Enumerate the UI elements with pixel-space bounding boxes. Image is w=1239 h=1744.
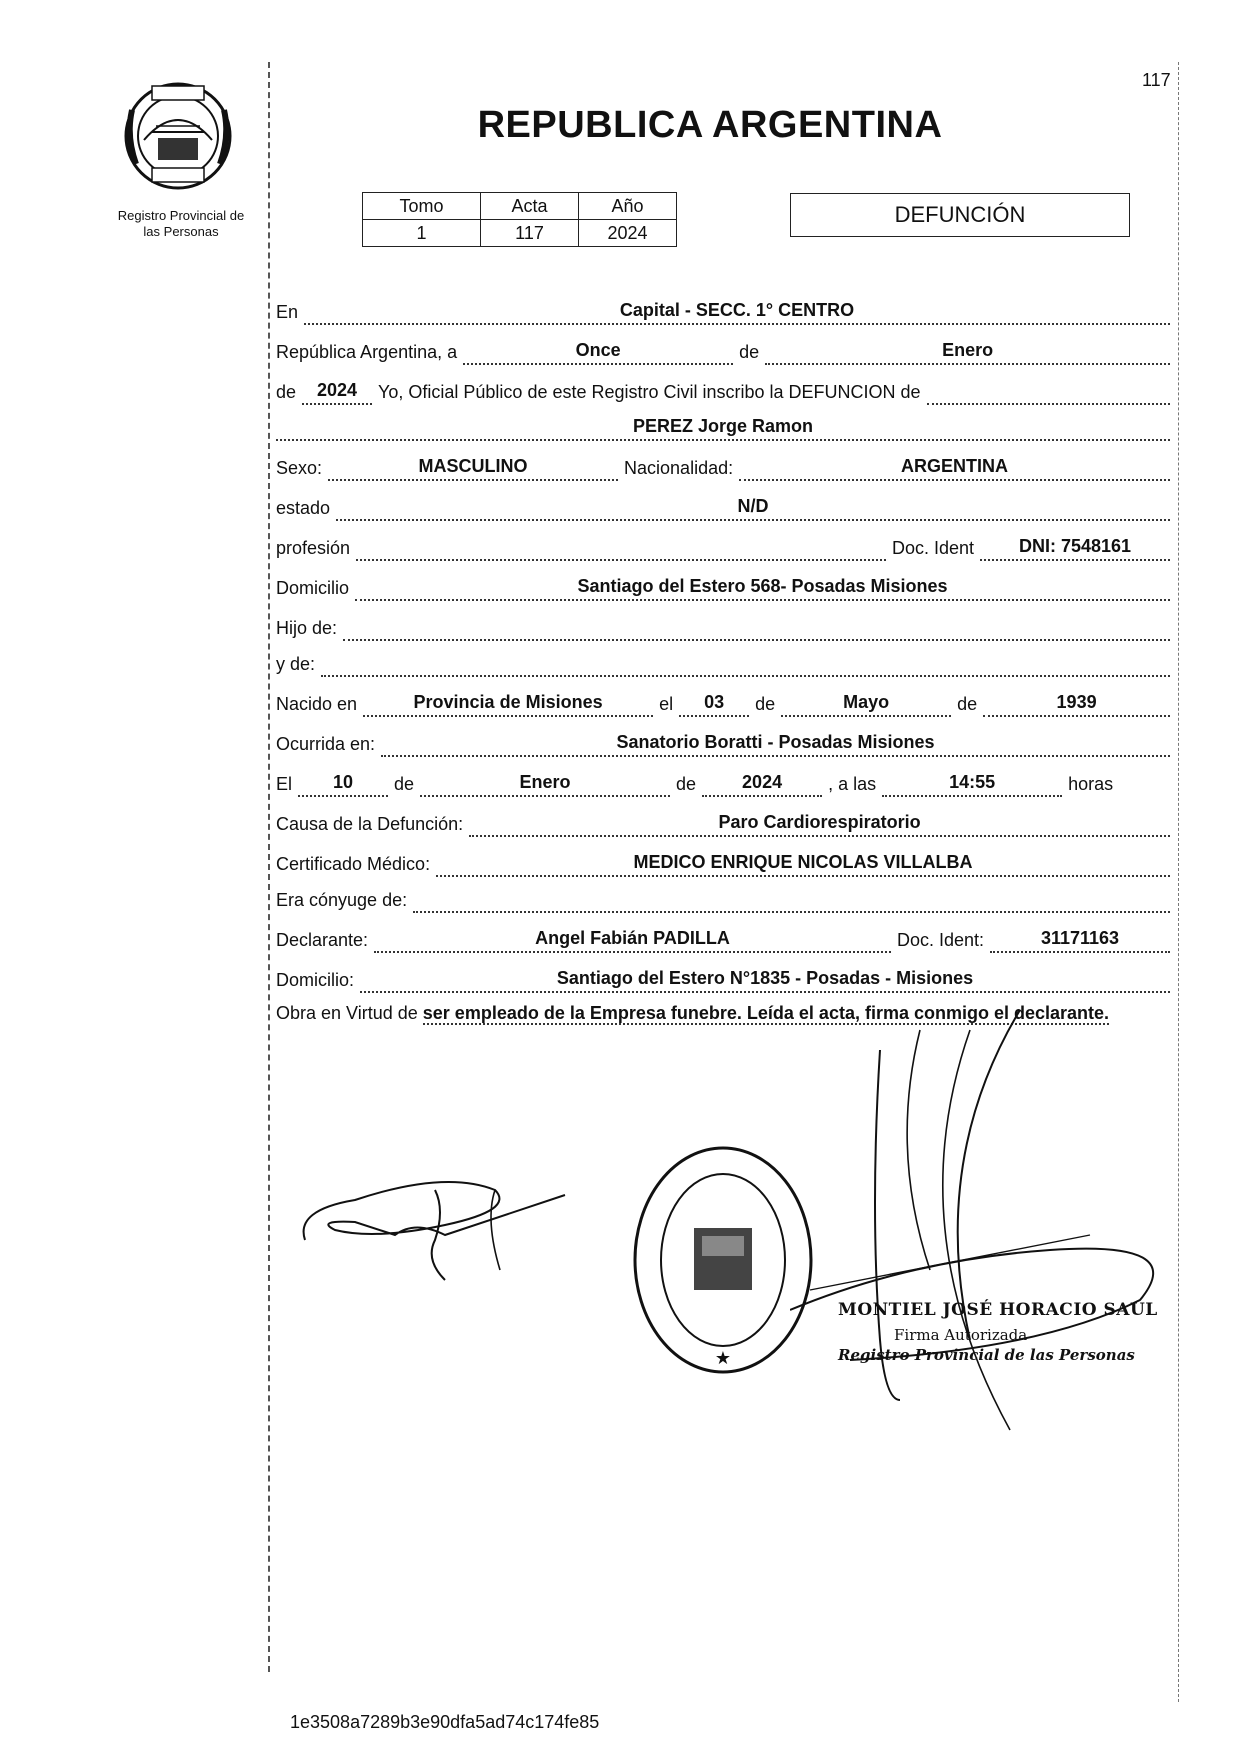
horas-label: horas xyxy=(1068,774,1114,794)
declarant-signature xyxy=(295,1150,595,1290)
estado-label: estado xyxy=(276,498,331,518)
hijo-label: Hijo de: xyxy=(276,618,338,638)
de-label: de xyxy=(957,694,978,714)
tomo-value: 1 xyxy=(363,220,481,247)
page-number: 117 xyxy=(1142,70,1171,90)
de-label: de xyxy=(755,694,776,714)
death-record-form xyxy=(276,285,1176,993)
ocurrida-value: Sanatorio Boratti - Posadas Misiones xyxy=(381,731,1170,757)
birth-day: 03 xyxy=(679,691,749,717)
month-value: Enero xyxy=(765,339,1170,365)
doc2-value: 31171163 xyxy=(990,927,1170,953)
row-birth xyxy=(276,677,1176,717)
birth-year: 1939 xyxy=(983,691,1170,717)
de-label: de xyxy=(739,342,760,362)
row-year xyxy=(276,365,1176,405)
de-label: de xyxy=(676,774,697,794)
acta-header: Acta xyxy=(481,193,579,220)
official-signature xyxy=(790,1010,1170,1450)
alas-label: , a las xyxy=(828,774,877,794)
anio-value: 2024 xyxy=(579,220,677,247)
provincial-seal-icon xyxy=(122,80,234,192)
profesion-label: profesión xyxy=(276,538,351,558)
estado-value: N/D xyxy=(336,495,1170,521)
ocurrida-label: Ocurrida en: xyxy=(276,734,376,754)
obra-value: ser empleado de la Empresa funebre. Leída el acta, firma conmigo el declarante. xyxy=(422,1003,1110,1023)
record-table xyxy=(362,192,677,247)
row-sex xyxy=(276,441,1176,481)
record-header-row xyxy=(363,193,677,220)
nacionalidad-value: ARGENTINA xyxy=(739,455,1170,481)
certificado-value: MEDICO ENRIQUE NICOLAS VILLALBA xyxy=(436,851,1170,877)
authorized-official-office: Registro Provincial de las Personas xyxy=(838,1346,1135,1364)
declarante-label: Declarante: xyxy=(276,930,369,950)
registry-name-line1: Registro Provincial de xyxy=(117,208,245,223)
causa-label: Causa de la Defunción: xyxy=(276,814,464,834)
yde-label: y de: xyxy=(276,654,316,674)
row-domicilio2 xyxy=(276,953,1176,993)
country-title: REPUBLICA ARGENTINA xyxy=(477,104,943,146)
row-certificado xyxy=(276,837,1176,877)
sexo-label: Sexo: xyxy=(276,458,323,478)
yo-blank xyxy=(927,379,1170,405)
doc-value: DNI: 7548161 xyxy=(980,535,1170,561)
doc2-label: Doc. Ident: xyxy=(896,930,984,950)
obra-label: Obra en Virtud de xyxy=(276,1003,418,1023)
hijo-value xyxy=(343,615,1170,641)
margin-divider xyxy=(268,62,270,1672)
tomo-header: Tomo xyxy=(363,193,481,220)
death-month: Enero xyxy=(420,771,670,797)
row-deceased xyxy=(276,405,1176,441)
nacido-label: Nacido en xyxy=(276,694,358,714)
en-value: Capital - SECC. 1° CENTRO xyxy=(304,299,1170,325)
republica-label: República Argentina, a xyxy=(276,342,458,362)
record-value-row xyxy=(363,220,677,247)
nacido-value: Provincia de Misiones xyxy=(363,691,653,717)
row-hijo xyxy=(276,601,1176,641)
day-value: Once xyxy=(463,339,733,365)
authorized-official-name: MONTIEL JOSÉ HORACIO SAUL xyxy=(838,1300,1158,1320)
declarante-value: Angel Fabián PADILLA xyxy=(374,927,891,953)
row-death-date xyxy=(276,757,1176,797)
yo-text: Yo, Oficial Público de este Registro Civil inscribo la DEFUNCION de xyxy=(378,382,921,402)
row-profesion xyxy=(276,521,1176,561)
row-causa xyxy=(276,797,1176,837)
row-domicilio xyxy=(276,561,1176,601)
deceased-name: PEREZ Jorge Ramon xyxy=(276,415,1170,441)
registry-name-line2: las Personas xyxy=(143,224,219,239)
de-label: de xyxy=(276,382,297,402)
death-day: 10 xyxy=(298,771,388,797)
conyuge-label: Era cónyuge de: xyxy=(276,890,408,910)
en-label: En xyxy=(276,302,299,322)
nacionalidad-label: Nacionalidad: xyxy=(624,458,734,478)
row-estado xyxy=(276,481,1176,521)
acta-value: 117 xyxy=(481,220,579,247)
certificado-label: Certificado Médico: xyxy=(276,854,431,874)
el-label: el xyxy=(659,694,674,714)
doc-label: Doc. Ident xyxy=(891,538,974,558)
row-date xyxy=(276,325,1176,365)
death-year: 2024 xyxy=(702,771,822,797)
registry-name xyxy=(96,208,266,240)
row-declarante xyxy=(276,913,1176,953)
birth-month: Mayo xyxy=(781,691,951,717)
svg-text:★: ★ xyxy=(714,1348,732,1368)
death-time: 14:55 xyxy=(882,771,1062,797)
sexo-value: MASCULINO xyxy=(328,455,618,481)
domicilio2-value: Santiago del Estero N°1835 - Posadas - Misiones xyxy=(360,967,1170,993)
row-location xyxy=(276,285,1176,325)
causa-value: Paro Cardiorespiratorio xyxy=(469,811,1170,837)
el2-label: El xyxy=(276,774,293,794)
anio-header: Año xyxy=(579,193,677,220)
document-hash: 1e3508a7289b3e90dfa5ad74c174fe85 xyxy=(290,1712,600,1732)
domicilio2-label: Domicilio: xyxy=(276,970,355,990)
de-label: de xyxy=(394,774,415,794)
year-value: 2024 xyxy=(302,379,372,405)
conyuge-value xyxy=(413,887,1170,913)
yde-value xyxy=(321,651,1170,677)
domicilio-label: Domicilio xyxy=(276,578,350,598)
domicilio-value: Santiago del Estero 568- Posadas Misiones xyxy=(355,575,1170,601)
row-conyuge xyxy=(276,877,1176,913)
page-edge-divider xyxy=(1178,62,1179,1702)
profesion-value xyxy=(356,535,886,561)
row-yde xyxy=(276,641,1176,677)
record-type-box: DEFUNCIÓN xyxy=(790,193,1130,237)
authorization-block xyxy=(838,1300,1158,1364)
authorized-official-role: Firma Autorizada xyxy=(894,1326,1028,1344)
row-ocurrida xyxy=(276,717,1176,757)
